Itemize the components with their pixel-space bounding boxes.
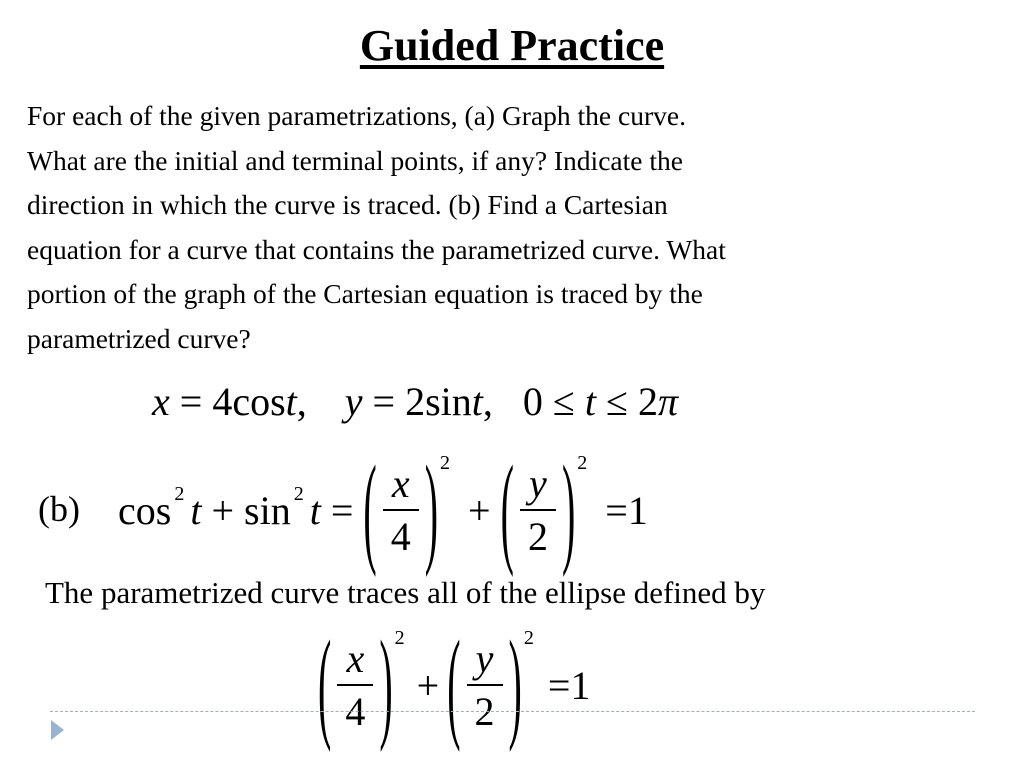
math-eq: = bbox=[547, 662, 571, 708]
math-t: t bbox=[285, 379, 297, 424]
math-2: 2 bbox=[637, 379, 658, 424]
math-exponent: 2 bbox=[523, 627, 534, 649]
instruction-line: direction in which the curve is traced. (b) Find a Cartesian bbox=[27, 189, 668, 221]
instructions bbox=[27, 94, 1007, 362]
math-0: 0 bbox=[522, 379, 543, 424]
math-t: t bbox=[190, 487, 202, 533]
math-t: t bbox=[584, 379, 596, 424]
math-y: y bbox=[344, 379, 363, 424]
ellipse-equation bbox=[318, 613, 591, 754]
math-plus: + bbox=[468, 487, 491, 533]
y-over-2-squared bbox=[447, 613, 534, 754]
math-4: 4 bbox=[390, 514, 411, 559]
math-2: 2 bbox=[405, 379, 426, 424]
math-exponent: 2 bbox=[440, 452, 451, 474]
x-over-4-squared bbox=[363, 438, 451, 579]
math-plus: + bbox=[211, 487, 235, 533]
left-paren: ( bbox=[447, 613, 461, 754]
math-comma: , bbox=[482, 379, 493, 424]
math-le: ≤ bbox=[552, 379, 575, 424]
right-paren: ) bbox=[424, 438, 439, 579]
part-b-equation bbox=[118, 438, 648, 579]
math-plus: + bbox=[416, 662, 440, 708]
fraction bbox=[383, 460, 419, 560]
left-paren: ( bbox=[363, 438, 377, 579]
math-eq: = bbox=[372, 379, 396, 424]
x-over-4-squared bbox=[318, 613, 405, 754]
math-eq: = bbox=[179, 379, 203, 424]
conclusion-text: The parametrized curve traces all of the ellipse defined by bbox=[45, 575, 766, 610]
right-paren: ) bbox=[508, 613, 522, 754]
math-4: 4 bbox=[212, 379, 233, 424]
fraction bbox=[467, 635, 503, 735]
y-over-2-squared bbox=[500, 438, 588, 579]
fraction bbox=[520, 460, 556, 560]
math-cos: cos bbox=[118, 487, 172, 533]
math-exponent: 2 bbox=[394, 627, 405, 649]
left-paren: ( bbox=[500, 438, 514, 579]
right-paren: ) bbox=[379, 613, 393, 754]
instruction-line: equation for a curve that contains the parametrized curve. What bbox=[27, 233, 726, 265]
math-2: 2 bbox=[527, 514, 548, 559]
math-t: t bbox=[309, 487, 321, 533]
right-paren: ) bbox=[561, 438, 576, 579]
math-le: ≤ bbox=[606, 379, 628, 424]
math-1: 1 bbox=[570, 662, 591, 708]
math-exponent: 2 bbox=[174, 482, 185, 505]
math-x: x bbox=[152, 379, 170, 424]
math-y: y bbox=[529, 461, 547, 506]
math-t: t bbox=[471, 379, 483, 424]
parametrization-equation bbox=[152, 378, 678, 425]
math-cos: cos bbox=[232, 379, 286, 424]
math-sin: sin bbox=[425, 379, 472, 424]
math-4: 4 bbox=[345, 689, 366, 734]
math-pi: π bbox=[657, 379, 678, 424]
instruction-line: For each of the given parametrizations, (a) Graph the curve. bbox=[27, 100, 686, 131]
part-b-label: (b) bbox=[38, 489, 80, 529]
footer-divider bbox=[50, 711, 975, 712]
left-paren: ( bbox=[318, 613, 332, 754]
math-exponent: 2 bbox=[577, 452, 588, 474]
math-y: y bbox=[475, 636, 494, 681]
math-sin: sin bbox=[244, 487, 291, 533]
math-x: x bbox=[346, 636, 365, 681]
slide-title: Guided Practice bbox=[359, 21, 665, 70]
instruction-line: parametrized curve? bbox=[27, 322, 251, 354]
instruction-line: What are the initial and terminal points, if any? Indicate the bbox=[27, 144, 683, 176]
bullet-arrow-icon bbox=[51, 720, 64, 740]
instruction-line: portion of the graph of the Cartesian equation is traced by the bbox=[27, 278, 703, 310]
math-eq: = bbox=[330, 487, 354, 533]
fraction bbox=[337, 635, 373, 735]
math-exponent: 2 bbox=[293, 482, 304, 505]
math-x: x bbox=[391, 461, 410, 506]
math-1: 1 bbox=[627, 487, 648, 533]
math-2: 2 bbox=[474, 689, 495, 734]
math-comma: , bbox=[296, 379, 307, 424]
math-eq: = bbox=[605, 487, 628, 533]
